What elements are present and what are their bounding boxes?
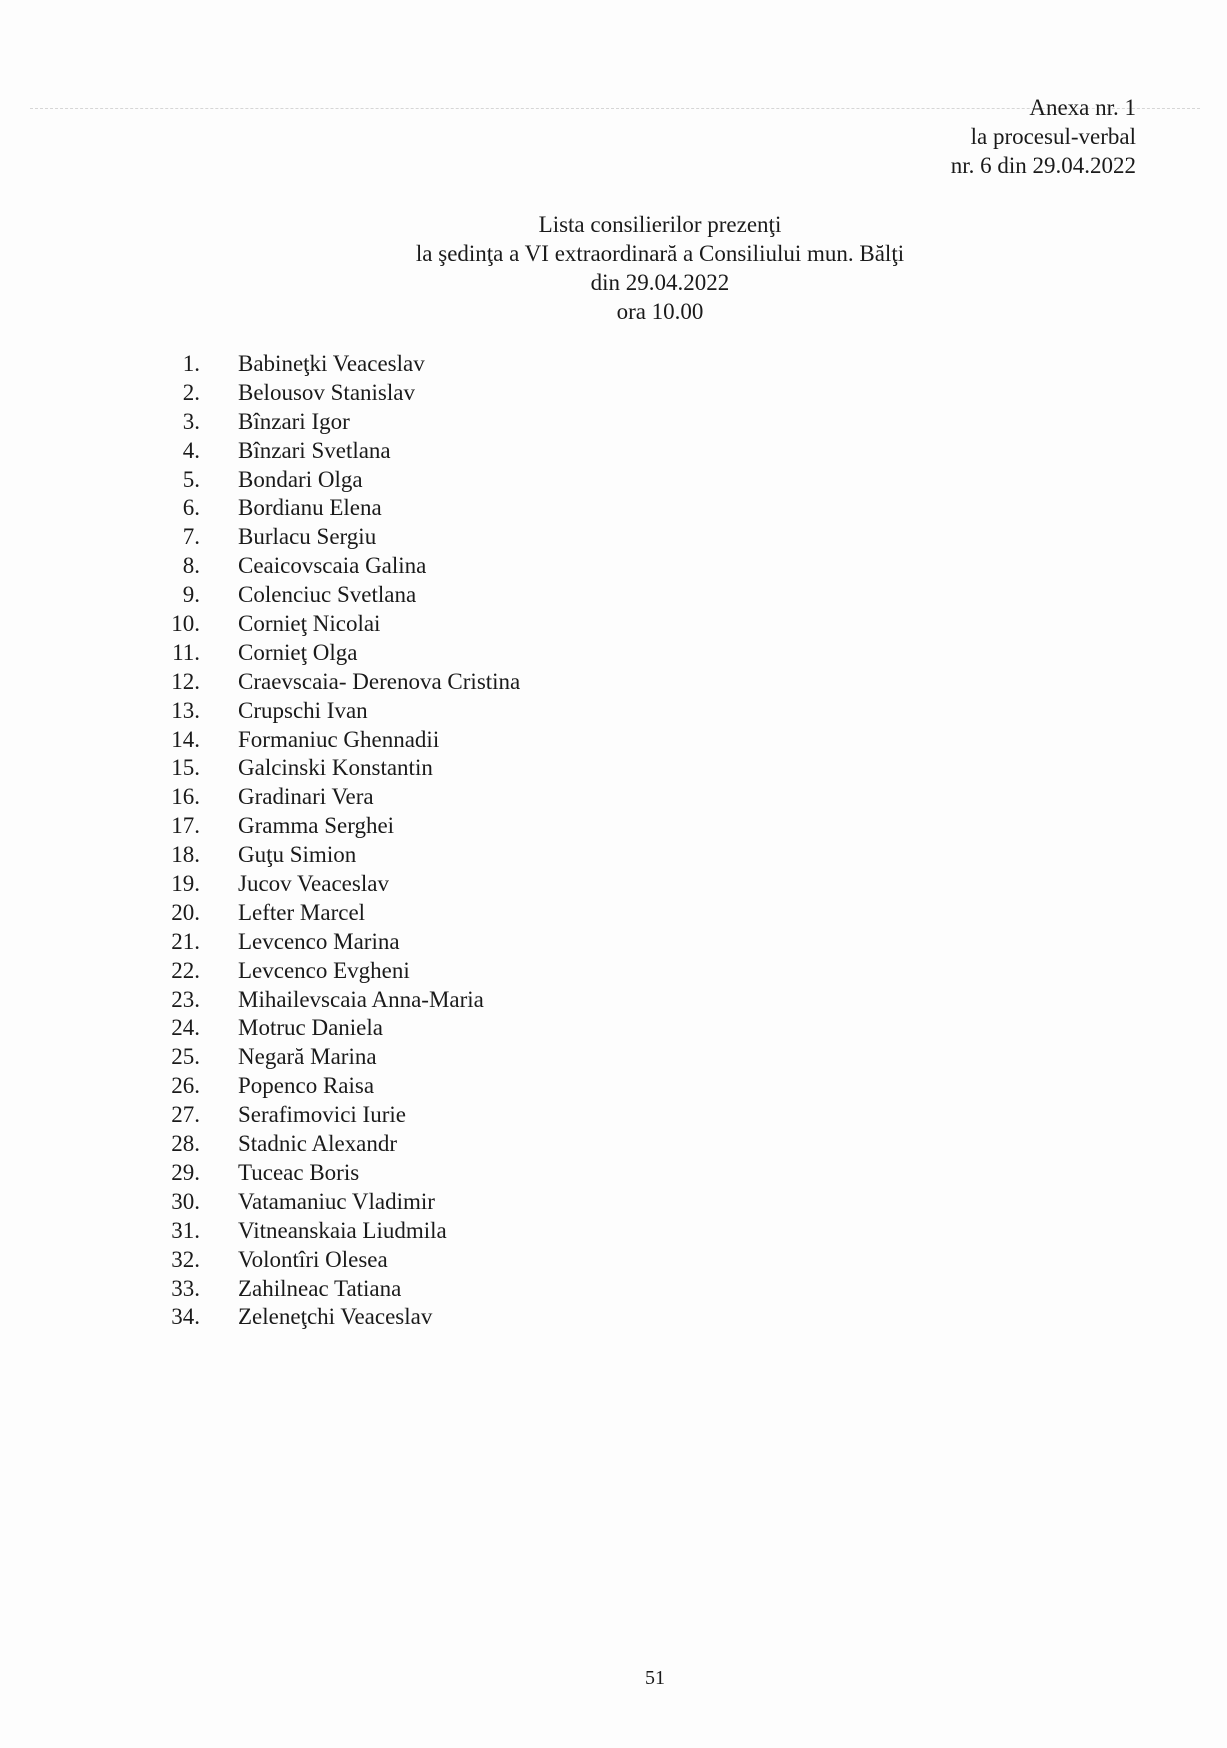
list-item-name: Bondari Olga bbox=[238, 466, 363, 492]
list-item bbox=[150, 841, 520, 870]
list-item-name: Zeleneţchi Veaceslav bbox=[238, 1304, 433, 1330]
list-item bbox=[150, 552, 520, 581]
annex-reference bbox=[951, 93, 1136, 180]
list-item-name: Bînzari Igor bbox=[238, 408, 350, 434]
list-item-name: Jucov Veaceslav bbox=[238, 871, 389, 897]
list-item-number: 18. bbox=[171, 842, 200, 868]
list-item bbox=[150, 928, 520, 957]
list-item-name: Volontîri Olesea bbox=[238, 1246, 388, 1272]
list-item-number: 6. bbox=[182, 495, 200, 521]
list-item-name: Popenco Raisa bbox=[238, 1073, 375, 1099]
list-item-name: Ceaicovscaia Galina bbox=[238, 553, 427, 579]
list-item-number: 22. bbox=[171, 957, 200, 983]
list-item-number: 33. bbox=[171, 1275, 200, 1301]
list-item-name: Mihailevscaia Anna-Maria bbox=[238, 986, 484, 1012]
list-item bbox=[150, 986, 520, 1015]
list-item-number: 28. bbox=[171, 1131, 200, 1157]
list-item bbox=[150, 466, 520, 495]
list-item-number: 1. bbox=[182, 351, 200, 376]
list-item-number: 26. bbox=[171, 1073, 200, 1099]
list-item bbox=[150, 1043, 520, 1072]
list-item bbox=[150, 957, 520, 986]
list-item-name: Cornieţ Olga bbox=[238, 639, 358, 665]
list-item-number: 25. bbox=[171, 1044, 200, 1070]
annex-minutes-ref: la procesul-verbal bbox=[970, 124, 1136, 149]
list-item bbox=[150, 1072, 520, 1101]
list-item bbox=[150, 1159, 520, 1188]
list-item bbox=[150, 668, 520, 697]
list-item-number: 19. bbox=[171, 871, 200, 897]
list-item-name: Levcenco Evgheni bbox=[238, 957, 410, 983]
list-item bbox=[150, 754, 520, 783]
list-item-number: 3. bbox=[182, 408, 200, 434]
list-item bbox=[150, 870, 520, 899]
list-item-number: 4. bbox=[182, 437, 200, 463]
list-item-number: 30. bbox=[171, 1188, 200, 1214]
list-item-number: 24. bbox=[171, 1015, 200, 1041]
list-item-number: 16. bbox=[171, 784, 200, 810]
list-item-number: 17. bbox=[171, 813, 200, 839]
list-item-name: Negară Marina bbox=[238, 1044, 377, 1070]
list-item bbox=[150, 437, 520, 466]
list-item-name: Gramma Serghei bbox=[238, 813, 395, 839]
annex-minutes-number: nr. 6 din 29.04.2022 bbox=[950, 153, 1136, 178]
list-item bbox=[150, 697, 520, 726]
heading-date: din 29.04.2022 bbox=[590, 270, 730, 295]
list-item-name: Craevscaia- Derenova Cristina bbox=[238, 668, 521, 694]
list-item-name: Stadnic Alexandr bbox=[238, 1131, 398, 1157]
list-item bbox=[150, 639, 520, 668]
list-item bbox=[150, 1217, 520, 1246]
list-item-name: Serafimovici Iurie bbox=[238, 1102, 406, 1128]
list-item-name: Cornieţ Nicolai bbox=[238, 611, 381, 637]
heading-session: la şedinţa a VI extraordinară a Consiliului mun. Bălţi bbox=[415, 241, 905, 266]
list-item-number: 20. bbox=[171, 899, 200, 925]
list-item-number: 15. bbox=[171, 755, 200, 781]
list-item-number: 10. bbox=[171, 611, 200, 637]
list-item-name: Vatamaniuc Vladimir bbox=[238, 1188, 435, 1214]
list-item bbox=[150, 1246, 520, 1275]
list-item-name: Crupschi Ivan bbox=[238, 697, 368, 723]
list-item-number: 5. bbox=[182, 466, 200, 492]
list-item-name: Levcenco Marina bbox=[238, 928, 400, 954]
list-item bbox=[150, 494, 520, 523]
councillor-list bbox=[150, 350, 520, 1332]
list-item-number: 8. bbox=[182, 553, 200, 579]
list-item-name: Babineţki Veaceslav bbox=[238, 351, 425, 376]
list-item bbox=[150, 581, 520, 610]
list-item bbox=[150, 726, 520, 755]
list-item-name: Formaniuc Ghennadii bbox=[238, 726, 440, 752]
list-item-name: Lefter Marcel bbox=[238, 899, 366, 925]
list-item-name: Gradinari Vera bbox=[238, 784, 374, 810]
annex-number: Anexa nr. 1 bbox=[1029, 95, 1136, 120]
list-item-number: 12. bbox=[171, 668, 200, 694]
list-item bbox=[150, 783, 520, 812]
list-item-name: Bordianu Elena bbox=[238, 495, 382, 521]
list-item-number: 7. bbox=[182, 524, 200, 550]
list-item bbox=[150, 812, 520, 841]
list-item-name: Burlacu Sergiu bbox=[238, 524, 377, 550]
heading-time: ora 10.00 bbox=[616, 299, 704, 324]
list-item-number: 27. bbox=[171, 1102, 200, 1128]
list-item-number: 31. bbox=[171, 1217, 200, 1243]
list-item-number: 9. bbox=[182, 582, 200, 608]
list-item-number: 21. bbox=[171, 928, 200, 954]
list-item-number: 14. bbox=[171, 726, 200, 752]
list-item-number: 32. bbox=[171, 1246, 200, 1272]
list-item bbox=[150, 1101, 520, 1130]
list-item-number: 23. bbox=[171, 986, 200, 1012]
list-item-name: Bînzari Svetlana bbox=[238, 437, 391, 463]
list-item bbox=[150, 350, 520, 379]
list-item bbox=[150, 1303, 520, 1332]
list-item-number: 13. bbox=[171, 697, 200, 723]
heading-title: Lista consilierilor prezenţi bbox=[538, 212, 782, 237]
list-item bbox=[150, 899, 520, 928]
list-item bbox=[150, 379, 520, 408]
list-item-number: 11. bbox=[172, 639, 200, 665]
list-item bbox=[150, 408, 520, 437]
list-item-name: Guţu Simion bbox=[238, 842, 357, 868]
list-item-number: 34. bbox=[171, 1304, 200, 1330]
list-item bbox=[150, 523, 520, 552]
list-item-name: Galcinski Konstantin bbox=[238, 755, 433, 781]
list-item bbox=[150, 1130, 520, 1159]
list-item bbox=[150, 1014, 520, 1043]
list-item-name: Zahilneac Tatiana bbox=[238, 1275, 402, 1301]
list-item bbox=[150, 1275, 520, 1304]
list-item-name: Tuceac Boris bbox=[238, 1159, 360, 1185]
list-item-name: Colenciuc Svetlana bbox=[238, 582, 417, 608]
list-item-number: 2. bbox=[182, 379, 200, 405]
list-item bbox=[150, 610, 520, 639]
list-item-name: Motruc Daniela bbox=[238, 1015, 383, 1041]
list-item-number: 29. bbox=[171, 1159, 200, 1185]
list-item bbox=[150, 1188, 520, 1217]
list-item-name: Belousov Stanislav bbox=[238, 379, 415, 405]
list-item-name: Vitneanskaia Liudmila bbox=[238, 1217, 447, 1243]
document-heading bbox=[0, 210, 1227, 326]
page-number: 51 bbox=[645, 1667, 665, 1689]
